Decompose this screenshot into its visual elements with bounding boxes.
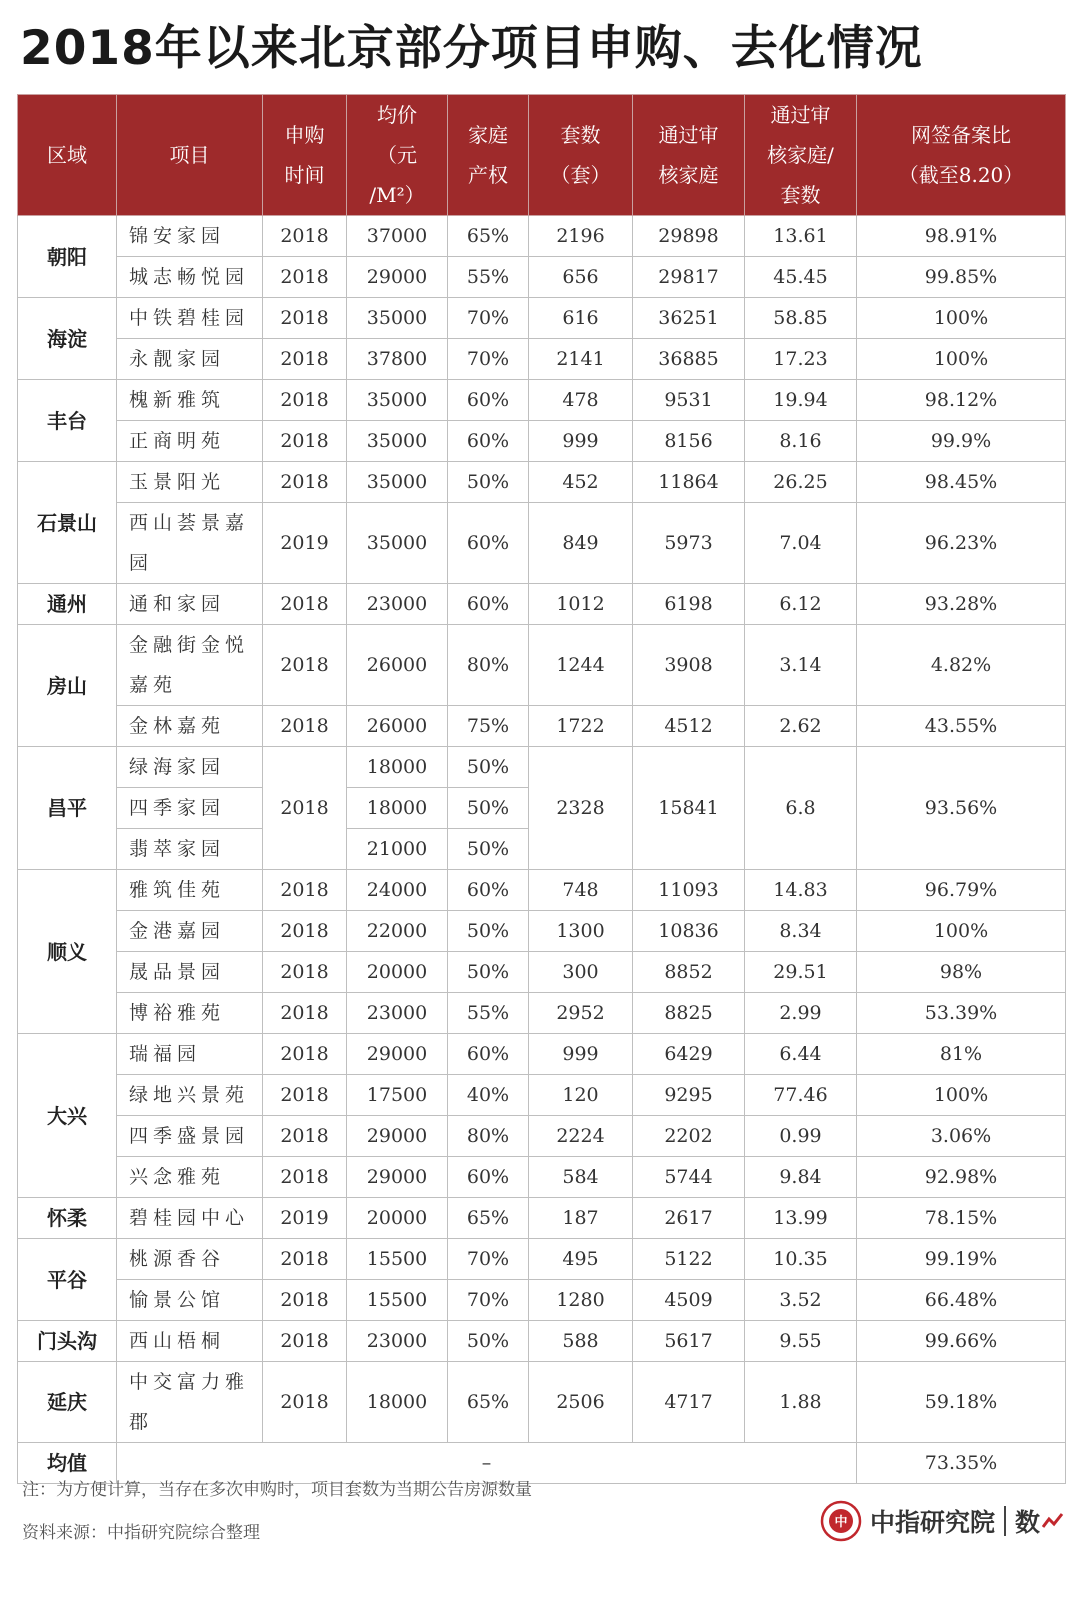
price-cell: 20000 — [347, 1198, 448, 1239]
price-cell: 17500 — [347, 1075, 448, 1116]
units-cell: 120 — [529, 1075, 633, 1116]
approved-cell: 6429 — [633, 1034, 745, 1075]
header-row — [18, 95, 1066, 216]
source-note: 资料来源：中指研究院综合整理 — [22, 1523, 260, 1543]
region-cell: 通州 — [18, 584, 117, 625]
table-row — [18, 1034, 1066, 1075]
approved-cell: 5617 — [633, 1321, 745, 1362]
approved-cell: 36251 — [633, 298, 745, 339]
sign-ratio-cell: 100% — [857, 911, 1066, 952]
approved-cell: 29817 — [633, 257, 745, 298]
sign-ratio-cell: 93.28% — [857, 584, 1066, 625]
ratio-cell: 1.88 — [745, 1362, 857, 1443]
ratio-cell: 77.46 — [745, 1075, 857, 1116]
share-cell: 80% — [448, 625, 529, 706]
ratio-cell: 29.51 — [745, 952, 857, 993]
units-cell: 1244 — [529, 625, 633, 706]
header-sign-ratio: 网签备案比 （截至8.20） — [857, 95, 1066, 216]
approved-cell: 2202 — [633, 1116, 745, 1157]
approved-cell: 10836 — [633, 911, 745, 952]
approved-cell: 3908 — [633, 625, 745, 706]
sign-ratio-cell: 99.9% — [857, 421, 1066, 462]
ratio-cell: 13.61 — [745, 216, 857, 257]
project-name-cell: 兴念雅苑 — [117, 1157, 263, 1198]
time-cell: 2018 — [263, 747, 347, 870]
approved-cell: 8852 — [633, 952, 745, 993]
price-cell: 21000 — [347, 829, 448, 870]
price-cell: 29000 — [347, 1116, 448, 1157]
time-cell: 2018 — [263, 298, 347, 339]
header-share: 家庭 产权 — [448, 95, 529, 216]
page-title: 2018年以来北京部分项目申购、去化情况 — [20, 21, 923, 76]
project-name-cell: 桃源香谷 — [117, 1239, 263, 1280]
time-cell: 2018 — [263, 1280, 347, 1321]
region-cell: 大兴 — [18, 1034, 117, 1198]
ratio-cell: 19.94 — [745, 380, 857, 421]
table-row — [18, 298, 1066, 339]
project-name-cell: 金融街金悦嘉苑 — [117, 625, 263, 706]
time-cell: 2018 — [263, 870, 347, 911]
project-name-cell: 博裕雅苑 — [117, 993, 263, 1034]
approved-cell: 9531 — [633, 380, 745, 421]
price-cell: 26000 — [347, 706, 448, 747]
ratio-cell: 17.23 — [745, 339, 857, 380]
average-sign-ratio: 73.35% — [857, 1443, 1066, 1484]
table-row — [18, 747, 1066, 788]
share-cell: 60% — [448, 421, 529, 462]
units-cell: 478 — [529, 380, 633, 421]
ratio-cell: 8.34 — [745, 911, 857, 952]
approved-cell: 15841 — [633, 747, 745, 870]
sign-ratio-cell: 100% — [857, 339, 1066, 380]
units-cell: 1012 — [529, 584, 633, 625]
share-cell: 40% — [448, 1075, 529, 1116]
approved-cell: 8156 — [633, 421, 745, 462]
table-row — [18, 584, 1066, 625]
price-cell: 29000 — [347, 1157, 448, 1198]
table-row — [18, 870, 1066, 911]
average-label: 均值 — [18, 1443, 117, 1484]
time-cell: 2018 — [263, 1321, 347, 1362]
ratio-cell: 0.99 — [745, 1116, 857, 1157]
region-cell: 朝阳 — [18, 216, 117, 298]
share-cell: 60% — [448, 584, 529, 625]
time-cell: 2018 — [263, 339, 347, 380]
table-row — [18, 993, 1066, 1034]
sign-ratio-cell: 53.39% — [857, 993, 1066, 1034]
region-cell: 丰台 — [18, 380, 117, 462]
sign-ratio-cell: 93.56% — [857, 747, 1066, 870]
time-cell: 2018 — [263, 993, 347, 1034]
ratio-cell: 45.45 — [745, 257, 857, 298]
share-cell: 60% — [448, 1157, 529, 1198]
brand-divider — [1004, 1506, 1006, 1536]
svg-text:中: 中 — [834, 1515, 848, 1530]
ratio-cell: 58.85 — [745, 298, 857, 339]
region-cell: 平谷 — [18, 1239, 117, 1321]
project-name-cell: 西山梧桐 — [117, 1321, 263, 1362]
time-cell: 2018 — [263, 462, 347, 503]
table-row — [18, 625, 1066, 706]
ratio-cell: 8.16 — [745, 421, 857, 462]
ratio-cell: 9.84 — [745, 1157, 857, 1198]
region-cell: 海淀 — [18, 298, 117, 380]
sign-ratio-cell: 99.85% — [857, 257, 1066, 298]
units-cell: 584 — [529, 1157, 633, 1198]
sign-ratio-cell: 3.06% — [857, 1116, 1066, 1157]
region-cell: 石景山 — [18, 462, 117, 584]
sign-ratio-cell: 81% — [857, 1034, 1066, 1075]
share-cell: 60% — [448, 380, 529, 421]
time-cell: 2018 — [263, 911, 347, 952]
time-cell: 2018 — [263, 1116, 347, 1157]
units-cell: 748 — [529, 870, 633, 911]
sign-ratio-cell: 43.55% — [857, 706, 1066, 747]
header-ratio: 通过审 核家庭/ 套数 — [745, 95, 857, 216]
table-row — [18, 380, 1066, 421]
table-row — [18, 1157, 1066, 1198]
units-cell: 2328 — [529, 747, 633, 870]
header-price: 均价 （元 /M²） — [347, 95, 448, 216]
brand-logo — [820, 1496, 1064, 1546]
sign-ratio-cell: 98.45% — [857, 462, 1066, 503]
project-name-cell: 晟品景园 — [117, 952, 263, 993]
share-cell: 65% — [448, 1198, 529, 1239]
time-cell: 2018 — [263, 706, 347, 747]
share-cell: 50% — [448, 462, 529, 503]
share-cell: 65% — [448, 1362, 529, 1443]
time-cell: 2018 — [263, 380, 347, 421]
share-cell: 50% — [448, 788, 529, 829]
project-name-cell: 碧桂园中心 — [117, 1198, 263, 1239]
table-row — [18, 1116, 1066, 1157]
table-row — [18, 911, 1066, 952]
sign-ratio-cell: 100% — [857, 298, 1066, 339]
price-cell: 15500 — [347, 1280, 448, 1321]
sign-ratio-cell: 98.91% — [857, 216, 1066, 257]
project-name-cell: 翡萃家园 — [117, 829, 263, 870]
share-cell: 50% — [448, 829, 529, 870]
share-cell: 70% — [448, 1239, 529, 1280]
approved-cell: 2617 — [633, 1198, 745, 1239]
region-cell: 延庆 — [18, 1362, 117, 1443]
approved-cell: 5122 — [633, 1239, 745, 1280]
price-cell: 35000 — [347, 421, 448, 462]
sign-ratio-cell: 78.15% — [857, 1198, 1066, 1239]
time-cell: 2018 — [263, 1157, 347, 1198]
table-row — [18, 706, 1066, 747]
project-name-cell: 绿地兴景苑 — [117, 1075, 263, 1116]
time-cell: 2018 — [263, 257, 347, 298]
price-cell: 24000 — [347, 870, 448, 911]
table-row — [18, 1321, 1066, 1362]
region-cell: 昌平 — [18, 747, 117, 870]
project-name-cell: 玉景阳光 — [117, 462, 263, 503]
approved-cell: 4512 — [633, 706, 745, 747]
region-cell: 怀柔 — [18, 1198, 117, 1239]
approved-cell: 4509 — [633, 1280, 745, 1321]
approved-cell: 29898 — [633, 216, 745, 257]
sign-ratio-cell: 59.18% — [857, 1362, 1066, 1443]
units-cell: 1722 — [529, 706, 633, 747]
header-region: 区域 — [18, 95, 117, 216]
units-cell: 1300 — [529, 911, 633, 952]
share-cell: 80% — [448, 1116, 529, 1157]
ratio-cell: 26.25 — [745, 462, 857, 503]
ratio-cell: 14.83 — [745, 870, 857, 911]
table-row — [18, 216, 1066, 257]
price-cell: 23000 — [347, 1321, 448, 1362]
time-cell: 2018 — [263, 952, 347, 993]
table-row — [18, 257, 1066, 298]
table-row — [18, 1239, 1066, 1280]
project-name-cell: 正商明苑 — [117, 421, 263, 462]
project-name-cell: 四季家园 — [117, 788, 263, 829]
table-row — [18, 503, 1066, 584]
approved-cell: 11864 — [633, 462, 745, 503]
project-name-cell: 四季盛景园 — [117, 1116, 263, 1157]
units-cell: 2506 — [529, 1362, 633, 1443]
table-row — [18, 1198, 1066, 1239]
ratio-cell: 6.12 — [745, 584, 857, 625]
region-cell: 门头沟 — [18, 1321, 117, 1362]
price-cell: 18000 — [347, 1362, 448, 1443]
units-cell: 999 — [529, 421, 633, 462]
sign-ratio-cell: 92.98% — [857, 1157, 1066, 1198]
share-cell: 50% — [448, 952, 529, 993]
table-row — [18, 339, 1066, 380]
price-cell: 20000 — [347, 952, 448, 993]
header-project: 项目 — [117, 95, 263, 216]
price-cell: 23000 — [347, 584, 448, 625]
units-cell: 999 — [529, 1034, 633, 1075]
price-cell: 37800 — [347, 339, 448, 380]
ratio-cell: 2.62 — [745, 706, 857, 747]
price-cell: 35000 — [347, 298, 448, 339]
footnote: 注：为方便计算，当存在多次申购时，项目套数为当期公告房源数量 — [22, 1480, 532, 1500]
average-placeholder: – — [117, 1443, 857, 1484]
share-cell: 70% — [448, 339, 529, 380]
project-name-cell: 愉景公馆 — [117, 1280, 263, 1321]
time-cell: 2018 — [263, 216, 347, 257]
approved-cell: 5973 — [633, 503, 745, 584]
project-name-cell: 雅筑佳苑 — [117, 870, 263, 911]
trend-chart-icon — [1042, 1510, 1064, 1532]
brand-name: 中指研究院 — [870, 1508, 996, 1537]
project-name-cell: 瑞福园 — [117, 1034, 263, 1075]
ratio-cell: 3.14 — [745, 625, 857, 706]
units-cell: 2141 — [529, 339, 633, 380]
share-cell: 70% — [448, 1280, 529, 1321]
price-cell: 29000 — [347, 257, 448, 298]
ratio-cell: 13.99 — [745, 1198, 857, 1239]
time-cell: 2018 — [263, 1034, 347, 1075]
sign-ratio-cell: 100% — [857, 1075, 1066, 1116]
ratio-cell: 2.99 — [745, 993, 857, 1034]
price-cell: 35000 — [347, 503, 448, 584]
share-cell: 50% — [448, 911, 529, 952]
units-cell: 187 — [529, 1198, 633, 1239]
share-cell: 60% — [448, 1034, 529, 1075]
table-row — [18, 1075, 1066, 1116]
project-name-cell: 锦安家园 — [117, 216, 263, 257]
share-cell: 70% — [448, 298, 529, 339]
approved-cell: 4717 — [633, 1362, 745, 1443]
units-cell: 2196 — [529, 216, 633, 257]
price-cell: 26000 — [347, 625, 448, 706]
header-time: 申购 时间 — [263, 95, 347, 216]
price-cell: 35000 — [347, 380, 448, 421]
share-cell: 55% — [448, 257, 529, 298]
ratio-cell: 6.44 — [745, 1034, 857, 1075]
share-cell: 55% — [448, 993, 529, 1034]
approved-cell: 36885 — [633, 339, 745, 380]
approved-cell: 8825 — [633, 993, 745, 1034]
time-cell: 2018 — [263, 1239, 347, 1280]
region-cell: 顺义 — [18, 870, 117, 1034]
approved-cell: 6198 — [633, 584, 745, 625]
approved-cell: 5744 — [633, 1157, 745, 1198]
share-cell: 75% — [448, 706, 529, 747]
sign-ratio-cell: 66.48% — [857, 1280, 1066, 1321]
sign-ratio-cell: 96.79% — [857, 870, 1066, 911]
sign-ratio-cell: 98.12% — [857, 380, 1066, 421]
ratio-cell: 10.35 — [745, 1239, 857, 1280]
brand-suffix: 数 — [1015, 1508, 1041, 1537]
project-name-cell: 通和家园 — [117, 584, 263, 625]
time-cell: 2018 — [263, 625, 347, 706]
price-cell: 37000 — [347, 216, 448, 257]
time-cell: 2018 — [263, 421, 347, 462]
region-cell: 房山 — [18, 625, 117, 747]
institute-seal-icon — [820, 1500, 862, 1542]
price-cell: 35000 — [347, 462, 448, 503]
price-cell: 18000 — [347, 747, 448, 788]
units-cell: 300 — [529, 952, 633, 993]
price-cell: 18000 — [347, 788, 448, 829]
time-cell: 2019 — [263, 1198, 347, 1239]
sign-ratio-cell: 96.23% — [857, 503, 1066, 584]
header-units: 套数 （套） — [529, 95, 633, 216]
header-approved: 通过审 核家庭 — [633, 95, 745, 216]
sign-ratio-cell: 98% — [857, 952, 1066, 993]
share-cell: 50% — [448, 1321, 529, 1362]
sign-ratio-cell: 99.19% — [857, 1239, 1066, 1280]
sign-ratio-cell: 4.82% — [857, 625, 1066, 706]
units-cell: 495 — [529, 1239, 633, 1280]
time-cell: 2018 — [263, 1075, 347, 1116]
ratio-cell: 6.8 — [745, 747, 857, 870]
units-cell: 588 — [529, 1321, 633, 1362]
ratio-cell: 7.04 — [745, 503, 857, 584]
units-cell: 2952 — [529, 993, 633, 1034]
approved-cell: 9295 — [633, 1075, 745, 1116]
units-cell: 656 — [529, 257, 633, 298]
units-cell: 1280 — [529, 1280, 633, 1321]
project-name-cell: 城志畅悦园 — [117, 257, 263, 298]
share-cell: 50% — [448, 747, 529, 788]
project-name-cell: 金港嘉园 — [117, 911, 263, 952]
table-row — [18, 1280, 1066, 1321]
time-cell: 2018 — [263, 584, 347, 625]
share-cell: 65% — [448, 216, 529, 257]
project-name-cell: 中交富力雅郡 — [117, 1362, 263, 1443]
table-body — [18, 216, 1066, 1484]
units-cell: 2224 — [529, 1116, 633, 1157]
ratio-cell: 3.52 — [745, 1280, 857, 1321]
project-name-cell: 中铁碧桂园 — [117, 298, 263, 339]
project-name-cell: 槐新雅筑 — [117, 380, 263, 421]
project-name-cell: 西山荟景嘉园 — [117, 503, 263, 584]
price-cell: 23000 — [347, 993, 448, 1034]
units-cell: 616 — [529, 298, 633, 339]
project-name-cell: 金林嘉苑 — [117, 706, 263, 747]
share-cell: 60% — [448, 503, 529, 584]
price-cell: 22000 — [347, 911, 448, 952]
table-row — [18, 1362, 1066, 1443]
price-cell: 15500 — [347, 1239, 448, 1280]
ratio-cell: 9.55 — [745, 1321, 857, 1362]
units-cell: 452 — [529, 462, 633, 503]
table-row — [18, 421, 1066, 462]
units-cell: 849 — [529, 503, 633, 584]
share-cell: 60% — [448, 870, 529, 911]
project-name-cell: 绿海家园 — [117, 747, 263, 788]
time-cell: 2019 — [263, 503, 347, 584]
table-row — [18, 462, 1066, 503]
price-cell: 29000 — [347, 1034, 448, 1075]
project-name-cell: 永靓家园 — [117, 339, 263, 380]
time-cell: 2018 — [263, 1362, 347, 1443]
project-table — [17, 94, 1066, 1484]
table-row — [18, 952, 1066, 993]
sign-ratio-cell: 99.66% — [857, 1321, 1066, 1362]
approved-cell: 11093 — [633, 870, 745, 911]
